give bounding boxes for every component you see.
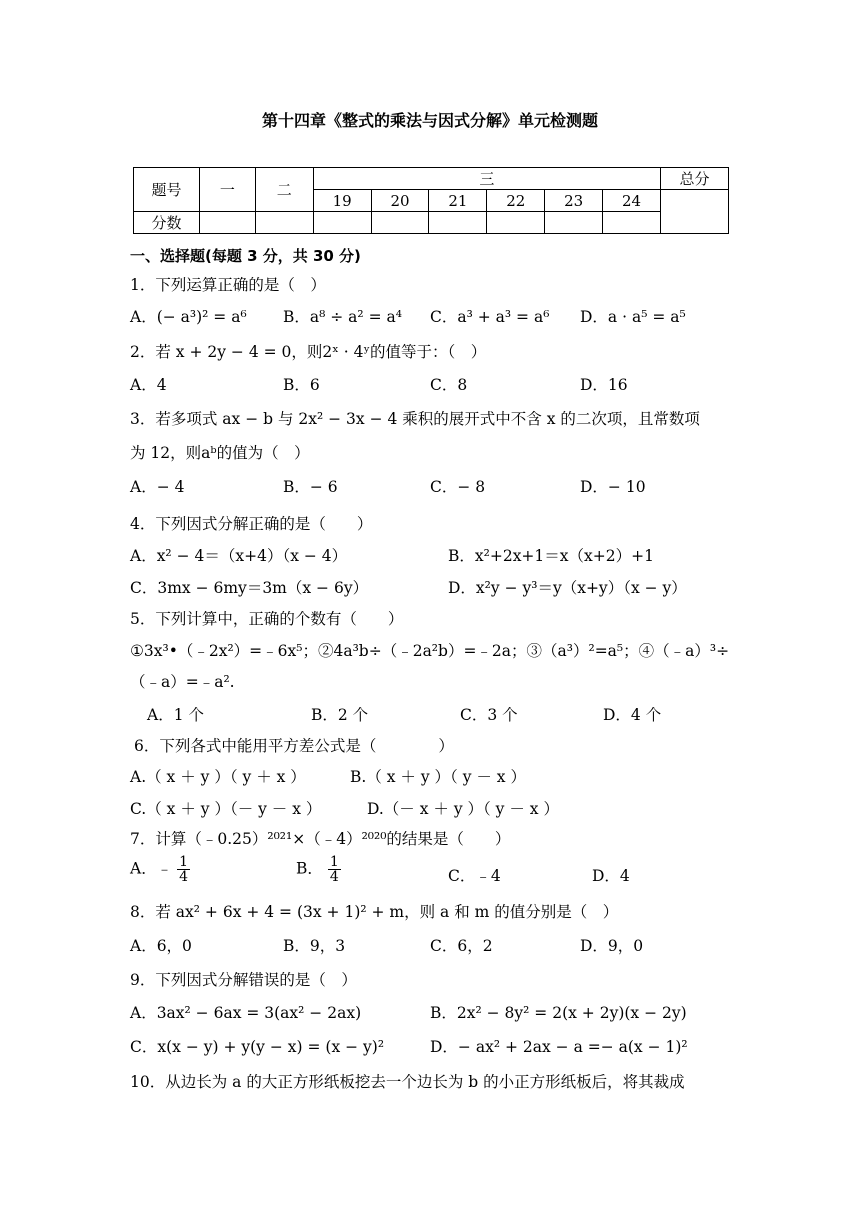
- option-b: B．9，3: [283, 937, 346, 955]
- option-a: A．(− a³)² = a⁶: [130, 308, 247, 326]
- question-body-cont: （﹣a）=﹣a².: [130, 673, 235, 691]
- fraction: [177, 855, 190, 884]
- option-d: D．x²y − y³＝y（x+y）（x − y）: [448, 579, 687, 597]
- option-b: [296, 855, 341, 884]
- fraction-denominator: 4: [179, 869, 189, 885]
- option-a-prefix: A．﹣: [130, 859, 173, 878]
- question-stem: 2．若 x + 2y − 4 = 0，则2ˣ · 4ʸ的值等于：（ ）: [130, 343, 487, 361]
- header-q22: 22: [487, 190, 545, 212]
- option-a: [130, 855, 190, 884]
- question-stem: 9．下列因式分解错误的是（ ）: [130, 971, 357, 989]
- question-stem: 8．若 ax² + 6x + 4 = (3x + 1)² + m，则 a 和 m 的值分别是（ ）: [130, 903, 619, 921]
- option-c: C．6，2: [430, 937, 493, 955]
- option-b: B.（ x ＋ y ）（ y － x ）: [350, 768, 526, 786]
- header-tihao: 题号: [134, 168, 200, 212]
- option-c: C．8: [430, 376, 468, 394]
- header-section-two: 二: [255, 168, 313, 212]
- score-cell: [199, 212, 255, 234]
- option-d: D．16: [580, 376, 628, 394]
- fraction: [328, 855, 341, 884]
- question-stem-cont: 为 12，则aᵇ的值为（ ）: [130, 444, 310, 462]
- fraction-numerator: 1: [179, 854, 189, 870]
- option-d: D.（－ x ＋ y ）（ y － x ）: [367, 800, 559, 818]
- option-c: C．﹣4: [448, 867, 501, 885]
- question-stem: 5．下列计算中，正确的个数有（ ）: [130, 610, 404, 628]
- fraction-numerator: 1: [329, 854, 339, 870]
- total-score-cell: [660, 190, 728, 234]
- question-stem: 1．下列运算正确的是（ ）: [130, 276, 326, 294]
- section-heading: 一、选择题(每题 3 分，共 30 分): [130, 247, 361, 265]
- option-a: A．1 个: [147, 706, 204, 724]
- option-d: D．4 个: [603, 706, 662, 724]
- score-cell: [487, 212, 545, 234]
- score-cell: [545, 212, 603, 234]
- option-c: C．− 8: [430, 478, 486, 496]
- option-c: C.（ x ＋ y ）（－ y － x ）: [130, 800, 322, 818]
- option-a: A．− 4: [130, 478, 185, 496]
- header-q19: 19: [313, 190, 371, 212]
- header-q21: 21: [429, 190, 487, 212]
- option-b: B．− 6: [283, 478, 338, 496]
- option-a: A．6，0: [130, 937, 192, 955]
- score-cell: [255, 212, 313, 234]
- header-q23: 23: [545, 190, 603, 212]
- score-cell: [371, 212, 429, 234]
- option-c: C．3mx − 6my＝3m（x − 6y）: [130, 579, 369, 597]
- option-b-prefix: B．: [296, 859, 323, 878]
- score-table: [133, 167, 729, 234]
- header-section-one: 一: [199, 168, 255, 212]
- question-stem: 10．从边长为 a 的大正方形纸板挖去一个边长为 b 的小正方形纸板后，将其裁成: [130, 1073, 685, 1091]
- question-body: ①3x³•（﹣2x²）=﹣6x⁵；②4a³b÷（﹣2a²b）=﹣2a；③（a³）²=a⁵；④（﹣a）³÷: [130, 642, 730, 660]
- header-section-three: 三: [313, 168, 660, 190]
- option-d: D．4: [592, 867, 630, 885]
- option-d: D．9，0: [580, 937, 644, 955]
- question-stem: 4．下列因式分解正确的是（ ）: [130, 515, 373, 533]
- header-total: 总分: [660, 168, 728, 190]
- header-fenshu: 分数: [134, 212, 200, 234]
- header-q20: 20: [371, 190, 429, 212]
- option-d: D．− ax² + 2ax − a =− a(x − 1)²: [430, 1038, 688, 1056]
- fraction-denominator: 4: [329, 869, 339, 885]
- score-cell: [429, 212, 487, 234]
- option-b: B．a⁸ ÷ a² = a⁴: [283, 308, 402, 326]
- option-b: B．x²+2x+1＝x（x+2）+1: [448, 547, 654, 565]
- option-d: D．− 10: [580, 478, 646, 496]
- option-b: B．2 个: [311, 706, 369, 724]
- option-c: C．a³ + a³ = a⁶: [430, 308, 550, 326]
- question-stem: 6．下列各式中能用平方差公式是（ ）: [134, 737, 454, 755]
- question-stem: 7．计算（﹣0.25）²⁰²¹×（﹣4）²⁰²⁰的结果是（ ）: [130, 830, 511, 848]
- option-a: A．x² − 4＝（x+4）（x − 4）: [130, 547, 348, 565]
- option-c: C．3 个: [460, 706, 518, 724]
- option-b: B．6: [283, 376, 320, 394]
- page-title: 第十四章《整式的乘法与因式分解》单元检测题: [261, 111, 598, 130]
- option-c: C．x(x − y) + y(y − x) = (x − y)²: [130, 1038, 385, 1056]
- question-stem: 3．若多项式 ax − b 与 2x² − 3x − 4 乘积的展开式中不含 x 的二次项，且常数项: [130, 410, 700, 428]
- option-b: B．2x² − 8y² = 2(x + 2y)(x − 2y): [430, 1004, 687, 1022]
- option-a: A.（ x ＋ y ）（ y ＋ x ）: [130, 768, 306, 786]
- header-q24: 24: [603, 190, 661, 212]
- option-a: A．4: [130, 376, 167, 394]
- score-cell: [603, 212, 661, 234]
- option-d: D．a · a⁵ = a⁵: [580, 308, 686, 326]
- option-a: A．3ax² − 6ax = 3(ax² − 2ax): [130, 1004, 362, 1022]
- score-cell: [313, 212, 371, 234]
